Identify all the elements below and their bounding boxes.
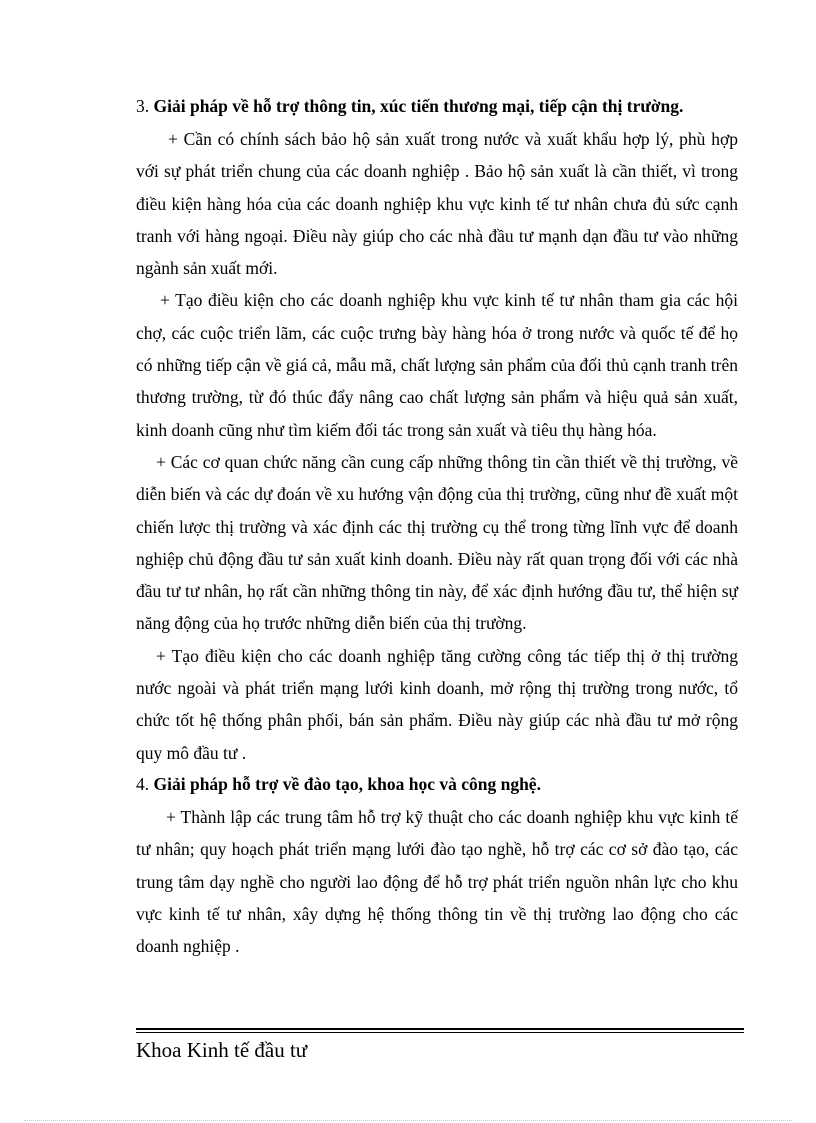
section-title: Giải pháp hỗ trợ về đào tạo, khoa học và công nghệ bbox=[153, 773, 537, 794]
section-title-end: . bbox=[679, 96, 684, 116]
page-edge-dotted-line bbox=[24, 1120, 792, 1121]
footer-rule-thick bbox=[136, 1028, 744, 1030]
paragraph: + Tạo điều kiện cho các doanh nghiệp khu vực kinh tế tư nhân tham gia các hội chợ, các cuộc triển lãm, các cuộc trưng bày hàng hóa ở trong nước và quốc tế để họ có những tiếp cận về giá cả, mẫu mã, chất lượng sản phẩm của đối thủ cạnh tranh trên thương trường, từ đó thúc đẩy nâng cao chất lượng sản phẩm và hiệu quả sản xuất, kinh doanh cũng như tìm kiếm đối tác trong sản xuất và tiêu thụ hàng hóa. bbox=[136, 290, 738, 440]
paragraph: + Các cơ quan chức năng cần cung cấp những thông tin cần thiết về thị trường, về diễn biến và các dự đoán về xu hướng vận động của thị trường, cũng như đề xuất một chiến lược thị trường và xác định các thị trường cụ thể trong từng lĩnh vực để doanh nghiệp chủ động đầu tư sản xuất kinh doanh. Điều này rất quan trọng đối với các nhà đầu tư tư nhân, họ rất cần những thông tin này, để xác định hướng đầu tư, thể hiện sự năng động của họ trước những diễn biến của thị trường. bbox=[136, 451, 738, 634]
section-title: Giải pháp về hỗ trợ thông tin, xúc tiến thương mại, tiếp cận thị trường bbox=[153, 96, 680, 116]
section-number: 3. bbox=[136, 96, 150, 116]
page-body bbox=[136, 93, 738, 962]
section-heading-3 bbox=[136, 93, 738, 119]
section-title-end: . bbox=[536, 773, 541, 794]
footer-text: Khoa Kinh tế đầu tư bbox=[136, 1038, 308, 1062]
section-number: 4. bbox=[136, 773, 150, 794]
paragraph: + Thành lập các trung tâm hỗ trợ kỹ thuật cho các doanh nghiệp khu vực kinh tế tư nhân; quy hoạch phát triển mạng lưới đào tạo nghề, hỗ trợ các cơ sở đào tạo, các trung tâm dạy nghề cho người lao động để hỗ trợ phát triển nguồn nhân lực cho khu vực kinh tế tư nhân, xây dựng hệ thống thông tin về thị trường lao động cho các doanh nghiệp . bbox=[136, 806, 738, 957]
footer-rule-thin bbox=[136, 1032, 744, 1033]
paragraph: + Tạo điều kiện cho các doanh nghiệp tăng cường công tác tiếp thị ở thị trường nước ngoài và phát triển mạng lưới kinh doanh, mở rộng thị trường trong nước, tổ chức tốt hệ thống phân phối, bán sản phẩm. Điều này giúp các nhà đầu tư mở rộng quy mô đầu tư . bbox=[136, 645, 738, 763]
section-heading-4 bbox=[136, 771, 738, 797]
paragraph: + Cần có chính sách bảo hộ sản xuất trong nước và xuất khẩu hợp lý, phù hợp với sự phát triển chung của các doanh nghiệp . Bảo hộ sản xuất là cần thiết, vì trong điều kiện hàng hóa của các doanh nghiệp khu vực kinh tế tư nhân chưa đủ sức cạnh tranh với hàng ngoại. Điều này giúp cho các nhà đầu tư mạnh dạn đầu tư vào những ngành sản xuất mới. bbox=[136, 129, 738, 279]
